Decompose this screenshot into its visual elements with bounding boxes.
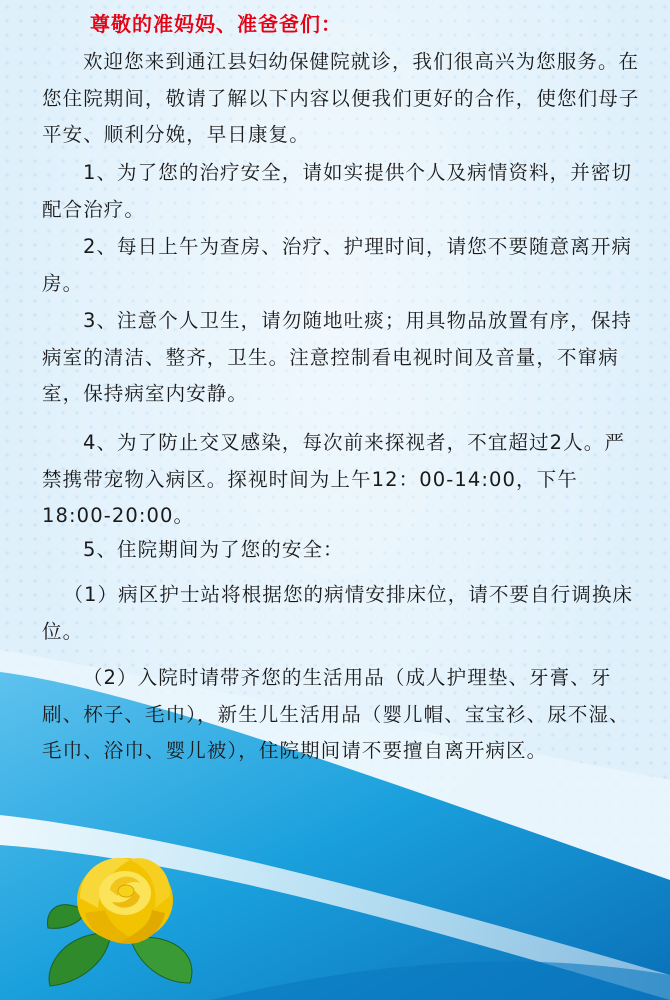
rule-2: 2、每日上午为查房、治疗、护理时间，请您不要随意离开病房。 bbox=[42, 235, 633, 295]
rule-5-item-1: （1）病区护士站将根据您的病情安排床位，请不要自行调换床位。 bbox=[42, 583, 634, 643]
rule-4: 4、为了防止交叉感染，每次前来探视者，不宜超过2人。严禁携带宠物入病区。探视时间为上午12：00-14:00，下午18:00-20:00。 bbox=[42, 431, 625, 527]
rule-5-item-2: （2）入院时请带齐您的生活用品（成人护理垫、牙膏、牙刷、杯子、毛巾），新生儿生活用品（婴儿帽、宝宝衫、尿不湿、毛巾、浴巾、婴儿被），住院期间请不要擅自离开病区。 bbox=[42, 666, 630, 762]
rule-3: 3、注意个人卫生，请勿随地吐痰；用具物品放置有序，保持病室的清洁、整齐，卫生。注意控制看电视时间及音量，不窜病室，保持病室内安静。 bbox=[42, 309, 633, 405]
greeting-heading: 尊敬的准妈妈、准爸爸们： bbox=[90, 12, 342, 36]
intro-paragraph: 欢迎您来到通江县妇幼保健院就诊，我们很高兴为您服务。在您住院期间，敬请了解以下内容以便我们更好的合作，使您们母子平安、顺利分娩，早日康复。 bbox=[42, 50, 640, 146]
rule-5: 5、住院期间为了您的安全： bbox=[82, 538, 344, 561]
yellow-rose-icon bbox=[40, 838, 210, 988]
rule-1: 1、为了您的治疗安全，请如实提供个人及病情资料，并密切配合治疗。 bbox=[42, 161, 633, 221]
